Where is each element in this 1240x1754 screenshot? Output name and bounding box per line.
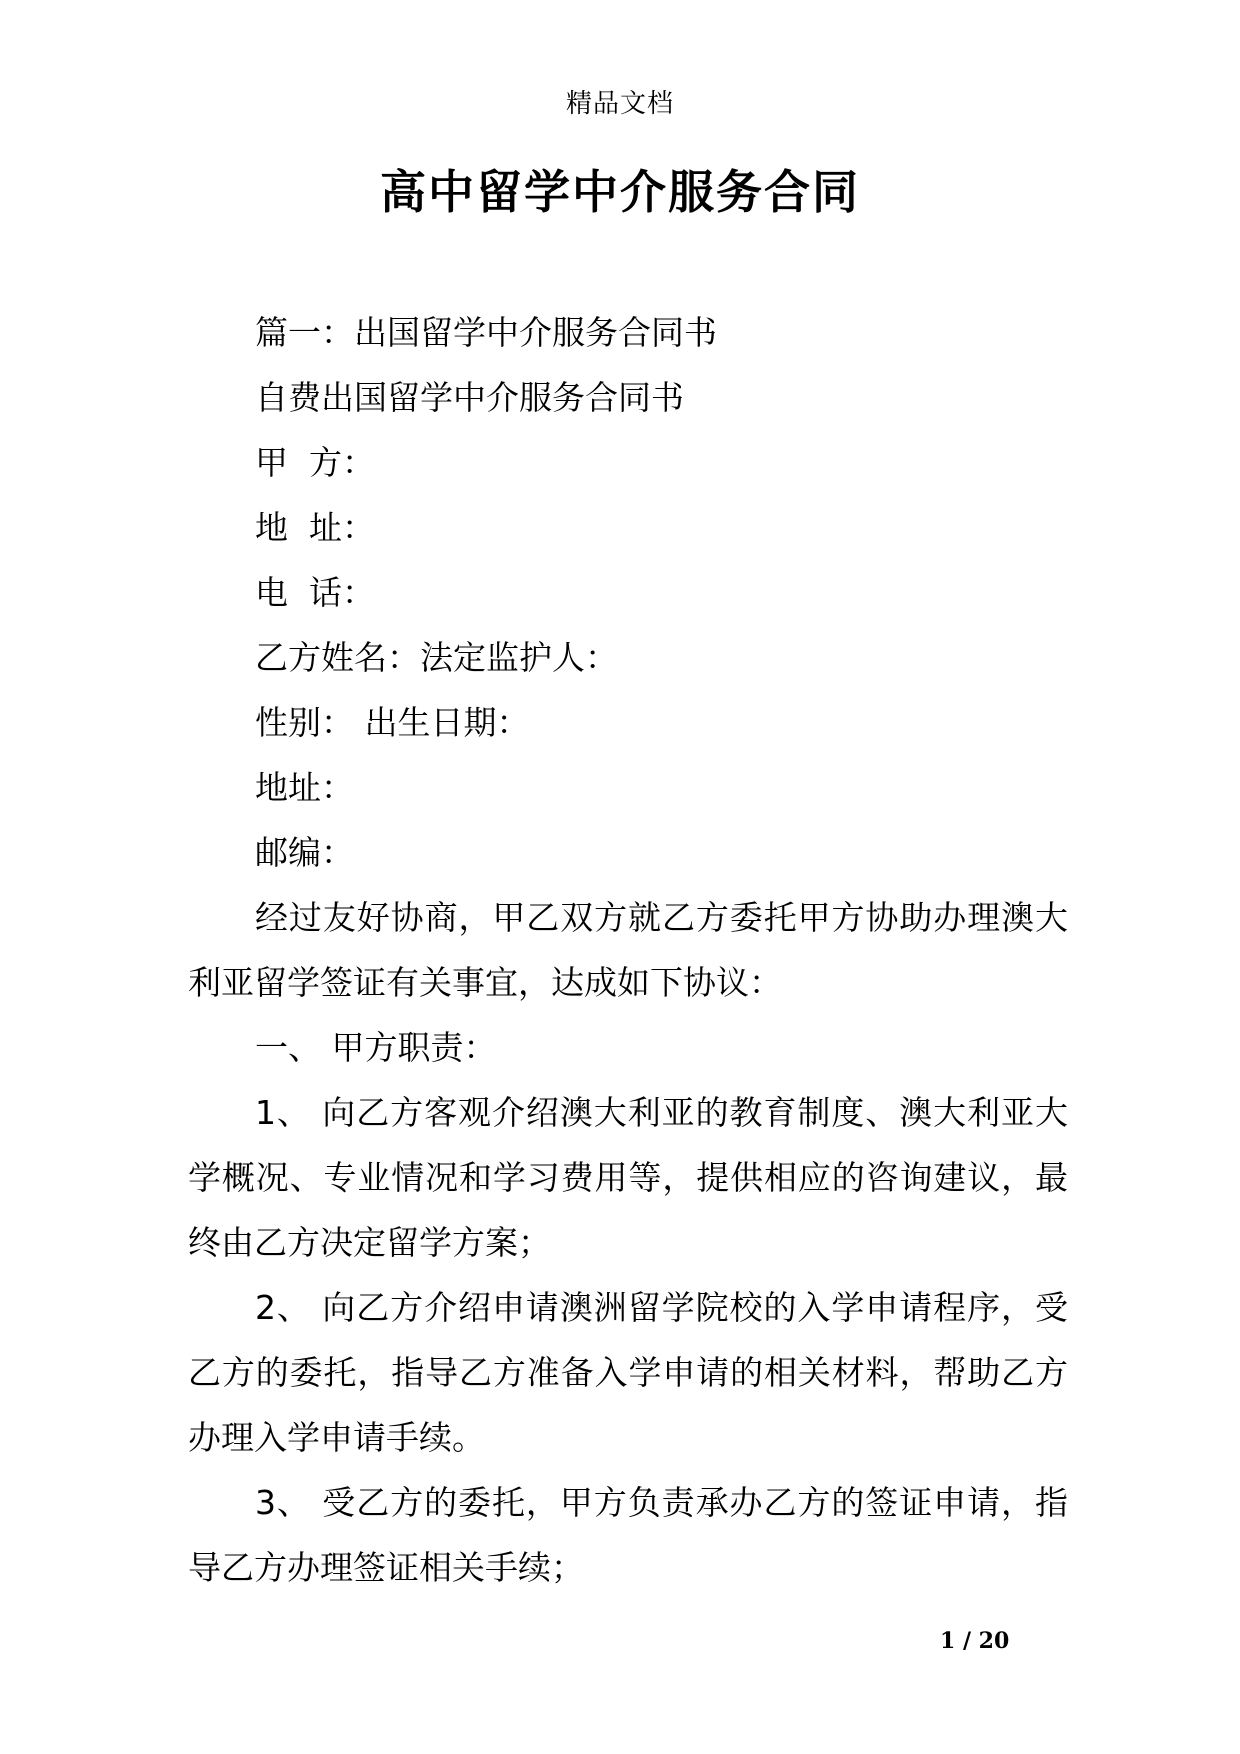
phone-field: 电 话： [255, 573, 375, 612]
clause-item: 1、 向乙方客观介绍澳大利亚的教育制度、澳大利亚大学概况、专业情况和学习费用等，提供相应的咨询建议，最终由乙方决定留学方案； [188, 1093, 1068, 1262]
postcode-field: 邮编： [255, 833, 354, 872]
address-field: 地 址： [255, 508, 375, 547]
section-heading: 篇一：出国留学中介服务合同书 [255, 313, 717, 352]
page-number [940, 1626, 1060, 1656]
total-pages: 20 [978, 1628, 1010, 1654]
contract-name: 自费出国留学中介服务合同书 [255, 378, 684, 417]
party-b-address-field: 地址： [255, 768, 354, 807]
page-header: 精品文档 [565, 89, 674, 119]
party-a-field: 甲 方： [255, 443, 375, 482]
intro-paragraph: 经过友好协商，甲乙双方就乙方委托甲方协助办理澳大利亚留学签证有关事宜，达成如下协议： [188, 898, 1068, 1002]
gender-birthdate-field: 性别： 出生日期： [255, 703, 530, 742]
current-page: 1 [940, 1628, 956, 1654]
party-b-name-field: 乙方姓名：法定监护人： [255, 638, 618, 677]
clause-heading: 一、 甲方职责： [255, 1028, 497, 1067]
clause-item: 3、 受乙方的委托，甲方负责承办乙方的签证申请，指导乙方办理签证相关手续； [188, 1483, 1068, 1587]
clause-item: 2、 向乙方介绍申请澳洲留学院校的入学申请程序，受乙方的委托，指导乙方准备入学申请的相关材料，帮助乙方办理入学申请手续。 [188, 1288, 1068, 1457]
document-body [188, 300, 1068, 1600]
page-separator: / [955, 1628, 979, 1654]
document-title: 高中留学中介服务合同 [380, 165, 860, 219]
